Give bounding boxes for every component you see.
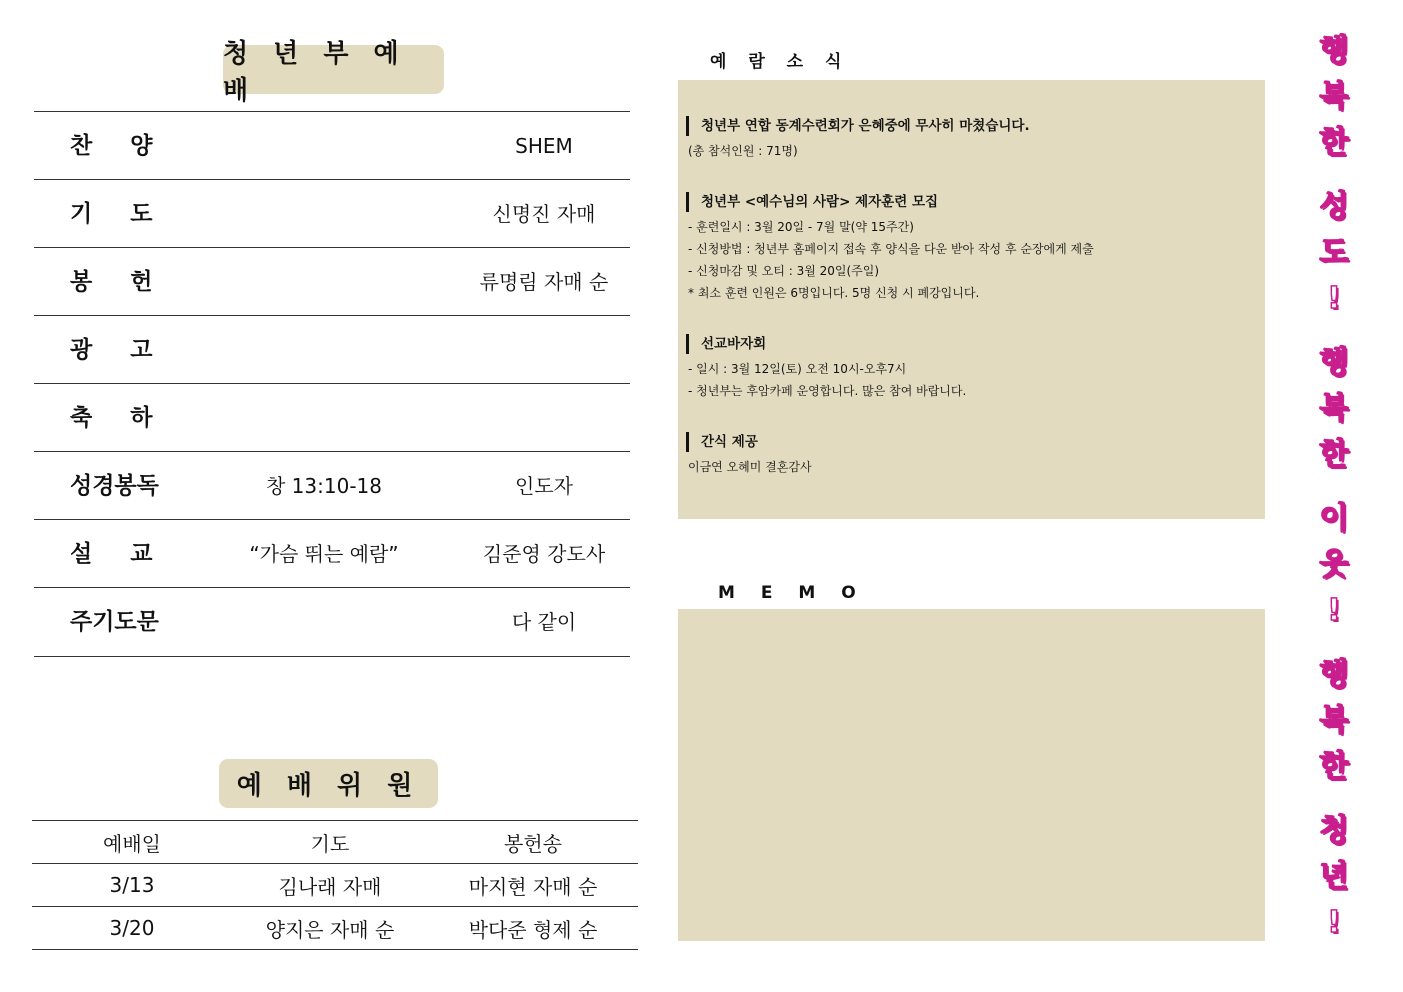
order-person [444, 316, 644, 384]
news-label: 예 람 소 식 [710, 52, 850, 72]
committee-header-row [32, 821, 638, 864]
slogan-vertical [1312, 28, 1356, 946]
worship-title: 청 년 부 예 배 [223, 45, 444, 94]
slogan-gap [1312, 322, 1356, 340]
order-label: 축하 [70, 405, 191, 431]
table-row [34, 519, 630, 587]
committee-prayer: 양지은 자매 순 [265, 917, 395, 942]
table-row [32, 907, 638, 950]
slogan-char: 복 [1319, 79, 1349, 114]
slogan-char: 한 [1319, 125, 1349, 160]
news-line: - 신청방법 : 청년부 홈페이지 접속 후 양식을 다운 받아 작성 후 순장에게 제출 [688, 242, 1094, 256]
news-title: 청년부 연합 동계수련회가 은혜중에 무사히 마쳤습니다. [686, 116, 1256, 136]
order-person: 인도자 [515, 474, 573, 498]
committee-title: 예 배 위 원 [219, 759, 438, 808]
news-panel [678, 80, 1265, 519]
slogan-char: 행 [1319, 657, 1349, 692]
committee-table [32, 820, 638, 950]
order-label: 찬양 [70, 133, 191, 159]
slogan-char: 년 [1319, 859, 1349, 894]
table-row [34, 247, 630, 315]
order-detail [184, 588, 464, 656]
memo-label: M E M O [718, 583, 866, 603]
news-title: 간식 제공 [686, 432, 1256, 452]
list-item [686, 192, 1256, 304]
order-person: 김준영 강도사 [482, 542, 606, 566]
slogan-char: 웃 [1319, 547, 1349, 582]
order-detail: 창 13:10-18 [266, 474, 382, 498]
worship-order-table [34, 111, 630, 657]
order-label: 주기도문 [70, 609, 159, 635]
committee-header-prayer: 기도 [310, 831, 350, 856]
list-item [686, 432, 1256, 478]
news-line: (총 참석인원 : 71명) [688, 144, 798, 158]
table-row [34, 315, 630, 383]
memo-panel [678, 609, 1265, 941]
slogan-gap [1312, 634, 1356, 652]
slogan-char: ! [1327, 281, 1341, 316]
slogan-char: 복 [1319, 391, 1349, 426]
table-row [32, 864, 638, 907]
table-row [34, 451, 630, 519]
news-line: - 청년부는 후암카페 운영합니다. 많은 참여 바랍니다. [688, 384, 967, 398]
table-row [34, 383, 630, 451]
news-list [686, 116, 1256, 508]
order-person [444, 384, 644, 452]
table-row [34, 587, 630, 657]
slogan-char: 복 [1319, 703, 1349, 738]
committee-date: 3/13 [109, 873, 155, 897]
slogan-gap [1312, 166, 1356, 184]
slogan-gap [1312, 790, 1356, 808]
order-person: SHEM [515, 134, 573, 158]
slogan-char: 행 [1319, 33, 1349, 68]
order-label: 설교 [70, 541, 191, 567]
committee-header-date: 예배일 [103, 831, 161, 856]
committee-prayer: 김나래 자매 [278, 874, 382, 899]
slogan-gap [1312, 478, 1356, 496]
news-line: - 훈련일시 : 3월 20일 - 7월 말(약 15주간) [688, 220, 914, 234]
order-detail [184, 384, 464, 452]
order-label: 기도 [70, 201, 191, 227]
order-person: 신명진 자매 [492, 202, 596, 226]
committee-offering: 박다준 형제 순 [468, 917, 598, 942]
slogan-char: ! [1327, 905, 1341, 940]
slogan-char: 한 [1319, 437, 1349, 472]
table-row [34, 179, 630, 247]
slogan-char: ! [1327, 593, 1341, 628]
order-person: 다 같이 [511, 610, 577, 634]
order-person: 류명림 자매 순 [479, 270, 609, 294]
news-line: * 최소 훈련 인원은 6명입니다. 5명 신청 시 폐강입니다. [688, 286, 980, 300]
slogan-char: 성 [1319, 189, 1349, 224]
news-line: 이금연 오혜미 결혼감사 [688, 460, 812, 474]
slogan-char: 도 [1319, 235, 1349, 270]
slogan-char: 청 [1319, 813, 1349, 848]
order-detail [184, 112, 464, 180]
order-detail [184, 248, 464, 316]
committee-header-offering: 봉헌송 [504, 831, 562, 856]
news-line: - 일시 : 3월 12일(토) 오전 10시-오후7시 [688, 362, 907, 376]
order-detail [184, 316, 464, 384]
slogan-char: 이 [1319, 501, 1349, 536]
order-label: 광고 [70, 337, 191, 363]
news-line: - 신청마감 및 오티 : 3월 20일(주일) [688, 264, 880, 278]
list-item [686, 334, 1256, 402]
table-row [34, 111, 630, 179]
order-detail [184, 180, 464, 248]
slogan-char: 행 [1319, 345, 1349, 380]
order-label: 성경봉독 [70, 473, 159, 499]
slogan-char: 한 [1319, 749, 1349, 784]
order-detail: “가슴 뛰는 예람” [249, 542, 399, 566]
list-item [686, 116, 1256, 162]
committee-date: 3/20 [109, 916, 155, 940]
news-title: 선교바자회 [686, 334, 1256, 354]
committee-offering: 마지현 자매 순 [468, 874, 598, 899]
news-title: 청년부 <예수님의 사람> 제자훈련 모집 [686, 192, 1256, 212]
order-label: 봉헌 [70, 269, 191, 295]
